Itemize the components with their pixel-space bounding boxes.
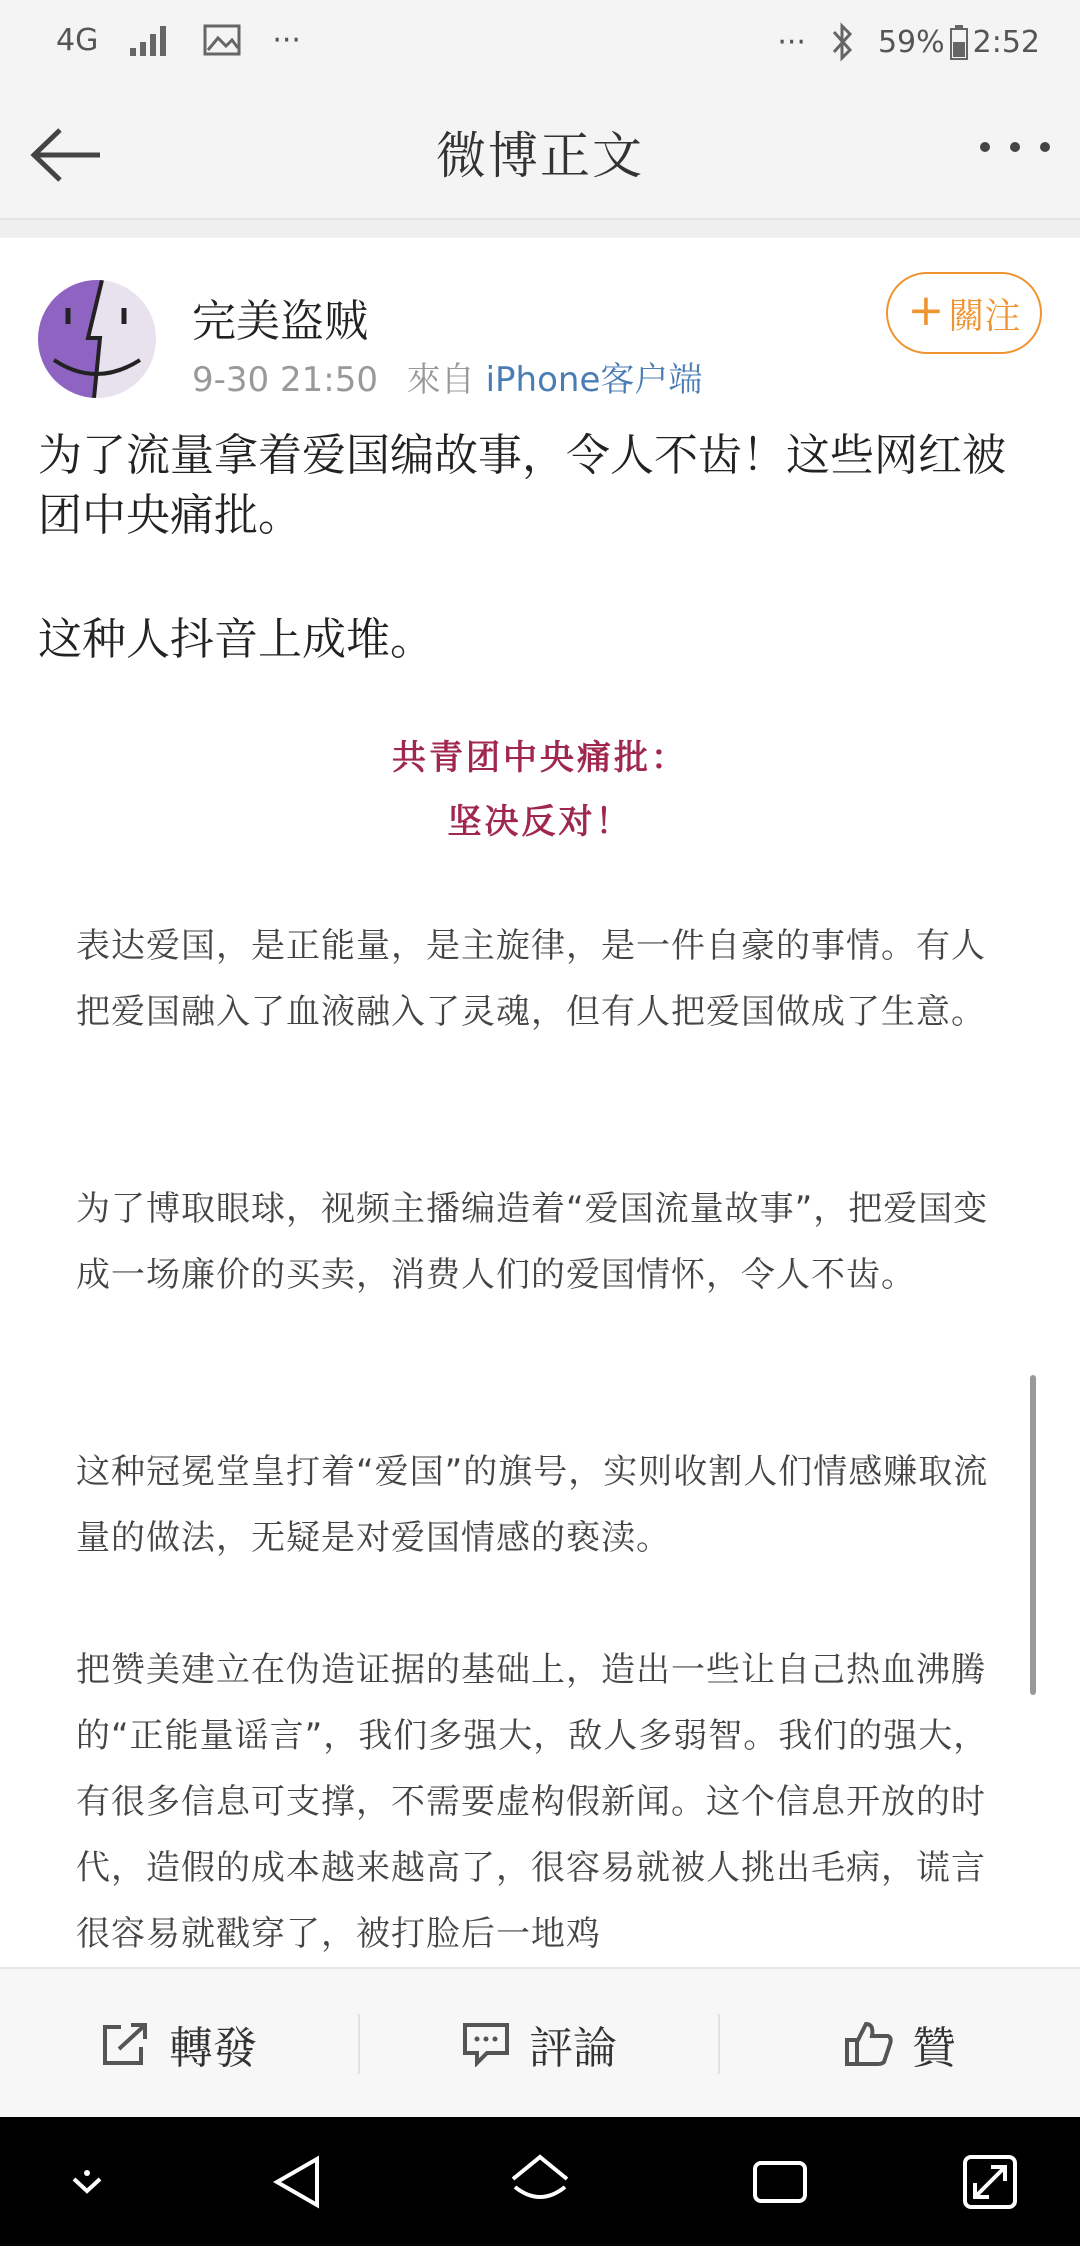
- back-icon[interactable]: [265, 2147, 335, 2217]
- comment-label: 評論: [529, 2023, 617, 2074]
- post-text-2: 这种人抖音上成堆。: [38, 614, 434, 665]
- chevron-down-icon[interactable]: [52, 2147, 122, 2217]
- repost-button[interactable]: [0, 1969, 358, 2119]
- author-name[interactable]: 完美盗贼: [192, 296, 368, 347]
- bluetooth-icon: [828, 22, 856, 62]
- nav-bar: [0, 90, 1080, 220]
- article-title-line1: 共青团中央痛批：: [392, 738, 688, 778]
- from-label: 來自: [406, 360, 475, 400]
- divider: [0, 220, 1080, 238]
- comment-button[interactable]: [360, 1969, 718, 2119]
- post-meta: [192, 352, 702, 401]
- battery-icon: [949, 24, 969, 60]
- home-icon[interactable]: [505, 2147, 575, 2217]
- signal-icon: [128, 22, 172, 58]
- thumbs-up-icon: [844, 2020, 894, 2068]
- post-time: 9-30 21:50: [192, 360, 378, 400]
- article-paragraph: 把赞美建立在伪造证据的基础上，造出一些让自己热血沸腾的“正能量谣言”，我们多强大，敌人多弱智。我们的强大，有很多信息可支撑，不需要虚构假新闻。这个信息开放的时代，造假的成本越来越高了，很容易就被人挑出毛病，谎言很容易就戳穿了，被打脸后一地鸡: [76, 1650, 989, 1954]
- plus-icon: +: [907, 285, 945, 336]
- status-bar: [0, 0, 1080, 90]
- repost-icon: [101, 2021, 151, 2067]
- article-paragraph: 为了博取眼球，视频主播编造着“爱国流量故事”，把爱国变成一场廉价的买卖，消费人们的爱国情怀，令人不齿。: [76, 1189, 989, 1295]
- repost-label: 轉發: [169, 2023, 257, 2074]
- follow-label: 關注: [948, 295, 1021, 337]
- notification-overflow: ···: [272, 22, 301, 58]
- scrollbar[interactable]: [1030, 1375, 1036, 1695]
- expand-icon[interactable]: [955, 2147, 1025, 2217]
- status-overflow: ···: [777, 24, 806, 60]
- page-title: 微博正文: [436, 127, 644, 185]
- more-options-icon[interactable]: [980, 142, 1050, 162]
- like-label: 贊: [912, 2023, 956, 2074]
- like-button[interactable]: [720, 1969, 1080, 2119]
- article-paragraph: 表达爱国，是正能量，是主旋律，是一件自豪的事情。有人把爱国融入了血液融入了灵魂，但有人把爱国做成了生意。: [76, 926, 986, 1032]
- network-indicator: 4G: [56, 22, 99, 58]
- comment-icon: [461, 2021, 511, 2067]
- post-source[interactable]: iPhone客户端: [485, 360, 703, 400]
- recent-apps-icon[interactable]: [745, 2147, 815, 2217]
- battery-percent: 59%: [877, 24, 945, 60]
- follow-button[interactable]: [886, 272, 1042, 354]
- image-notification-icon: [202, 22, 242, 58]
- article-paragraph: 这种冠冕堂皇打着“爱国”的旗号，实则收割人们情感赚取流量的做法，无疑是对爱国情感的亵渎。: [76, 1452, 989, 1558]
- avatar-face-icon: [38, 280, 156, 398]
- system-nav-bar: [0, 2117, 1080, 2246]
- avatar[interactable]: [38, 280, 156, 398]
- action-bar: [0, 1967, 1080, 2119]
- article-title-line2: 坚决反对！: [447, 802, 633, 842]
- post-text: 为了流量拿着爱国编故事，令人不齿！这些网红被团中央痛批。: [38, 430, 1006, 541]
- clock: 2:52: [972, 24, 1040, 60]
